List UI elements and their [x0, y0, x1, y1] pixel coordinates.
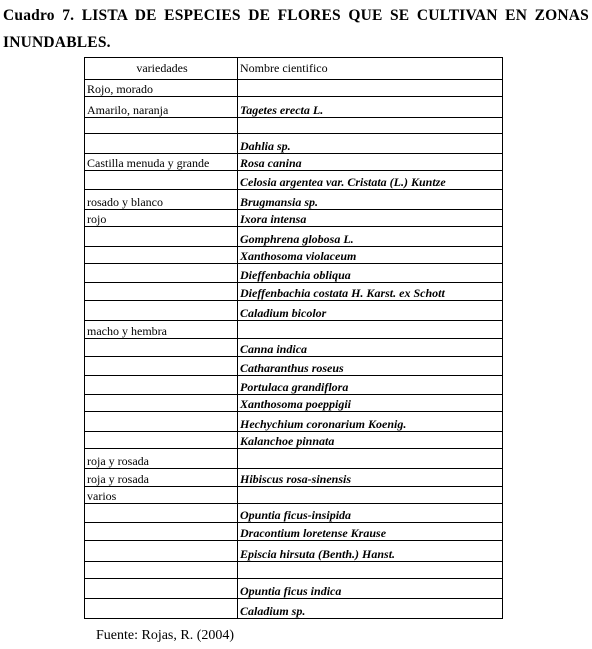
- table-row: [85, 579, 503, 599]
- table-row: [85, 247, 503, 264]
- scientific-name-cell: Dieffenbachia obliqua: [238, 264, 503, 283]
- table-row: [85, 432, 503, 449]
- variety-cell: [85, 599, 238, 619]
- table-row: [85, 395, 503, 412]
- scientific-name-cell: Brugmansia sp.: [238, 190, 503, 210]
- table-header-row: [85, 58, 503, 80]
- scientific-name-cell: [238, 449, 503, 469]
- table-row: [85, 97, 503, 118]
- variety-cell: [85, 283, 238, 301]
- table-row: [85, 171, 503, 190]
- variety-cell: [85, 376, 238, 395]
- table-row: [85, 154, 503, 171]
- variety-cell: [85, 412, 238, 432]
- table-row: [85, 321, 503, 339]
- variety-cell: [85, 171, 238, 190]
- variety-cell: macho y hembra: [85, 321, 238, 339]
- table-row: [85, 210, 503, 227]
- table-row: [85, 80, 503, 97]
- scientific-name-cell: Celosia argentea var. Cristata (L.) Kuntze: [238, 171, 503, 190]
- table-row: [85, 339, 503, 357]
- variety-cell: [85, 118, 238, 134]
- variety-cell: roja y rosada: [85, 449, 238, 469]
- table-row: [85, 301, 503, 321]
- table-row: [85, 504, 503, 523]
- table-row: [85, 599, 503, 619]
- scientific-name-cell: Catharanthus roseus: [238, 357, 503, 376]
- scientific-name-cell: Caladium sp.: [238, 599, 503, 619]
- variety-cell: Rojo, morado: [85, 80, 238, 97]
- variety-cell: rojo: [85, 210, 238, 227]
- variety-cell: [85, 227, 238, 247]
- variety-cell: Amarilo, naranja: [85, 97, 238, 118]
- table-row: [85, 357, 503, 376]
- table-row: [85, 562, 503, 579]
- table-row: [85, 449, 503, 469]
- scientific-name-cell: Canna indica: [238, 339, 503, 357]
- scientific-name-cell: Gomphrena globosa L.: [238, 227, 503, 247]
- scientific-name-cell: Portulaca grandiflora: [238, 376, 503, 395]
- scientific-name-cell: Xanthosoma poeppigii: [238, 395, 503, 412]
- table-row: [85, 487, 503, 504]
- scientific-name-cell: Episcia hirsuta (Benth.) Hanst.: [238, 541, 503, 562]
- scientific-name-cell: Tagetes erecta L.: [238, 97, 503, 118]
- scientific-name-cell: Xanthosoma violaceum: [238, 247, 503, 264]
- variety-cell: [85, 504, 238, 523]
- scientific-name-cell: [238, 562, 503, 579]
- variety-cell: Castilla menuda y grande: [85, 154, 238, 171]
- variety-cell: [85, 523, 238, 541]
- scientific-name-cell: [238, 118, 503, 134]
- scientific-name-cell: Hibiscus rosa-sinensis: [238, 469, 503, 487]
- table-row: [85, 283, 503, 301]
- scientific-name-cell: Opuntia ficus indica: [238, 579, 503, 599]
- variety-cell: [85, 247, 238, 264]
- source-note: Fuente: Rojas, R. (2004): [96, 628, 235, 643]
- variety-cell: [85, 395, 238, 412]
- scientific-name-cell: [238, 80, 503, 97]
- variety-cell: [85, 301, 238, 321]
- scientific-name-cell: Opuntia ficus-insipida: [238, 504, 503, 523]
- table-row: [85, 190, 503, 210]
- table-row: [85, 264, 503, 283]
- variety-cell: [85, 432, 238, 449]
- variety-cell: rosado y blanco: [85, 190, 238, 210]
- table-row: [85, 227, 503, 247]
- header-nombre-cientifico: Nombre cientifico: [238, 58, 503, 80]
- variety-cell: [85, 264, 238, 283]
- species-table: [84, 57, 503, 619]
- scientific-name-cell: Dahlia sp.: [238, 134, 503, 154]
- variety-cell: [85, 562, 238, 579]
- table-row: [85, 134, 503, 154]
- table-row: [85, 541, 503, 562]
- scientific-name-cell: Rosa canina: [238, 154, 503, 171]
- scientific-name-cell: [238, 487, 503, 504]
- table-row: [85, 523, 503, 541]
- variety-cell: roja y rosada: [85, 469, 238, 487]
- table-row: [85, 412, 503, 432]
- scientific-name-cell: Dieffenbachia costata H. Karst. ex Schott: [238, 283, 503, 301]
- table-row: [85, 376, 503, 395]
- variety-cell: [85, 357, 238, 376]
- table-row: [85, 469, 503, 487]
- variety-cell: [85, 541, 238, 562]
- variety-cell: [85, 134, 238, 154]
- scientific-name-cell: Caladium bicolor: [238, 301, 503, 321]
- variety-cell: [85, 579, 238, 599]
- scientific-name-cell: Ixora intensa: [238, 210, 503, 227]
- scientific-name-cell: Kalanchoe pinnata: [238, 432, 503, 449]
- table-caption: Cuadro 7. LISTA DE ESPECIES DE FLORES QUE SE CULTIVAN EN ZONAS INUNDABLES.: [3, 7, 589, 51]
- scientific-name-cell: [238, 321, 503, 339]
- table-row: [85, 118, 503, 134]
- scientific-name-cell: Hechychium coronarium Koenig.: [238, 412, 503, 432]
- variety-cell: varios: [85, 487, 238, 504]
- variety-cell: [85, 339, 238, 357]
- header-variedades: variedades: [85, 58, 238, 80]
- scientific-name-cell: Dracontium loretense Krause: [238, 523, 503, 541]
